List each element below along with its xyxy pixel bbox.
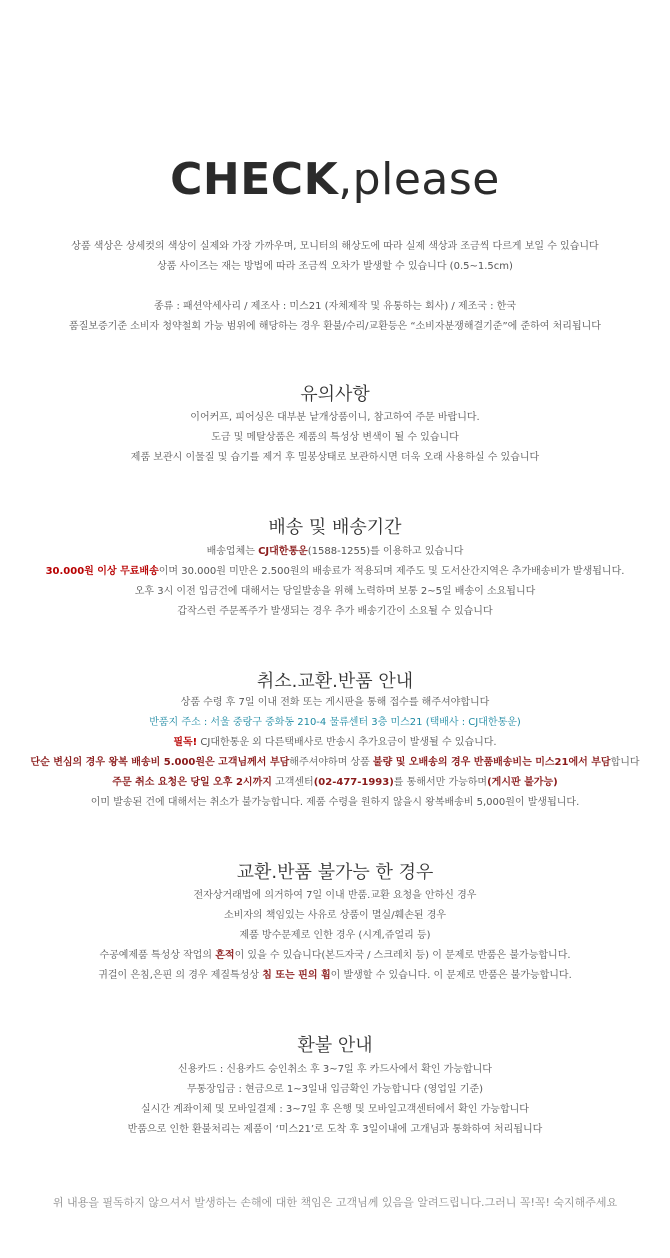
earring-text-end: 이 발생할 수 있습니다. 이 문제로 반품은 불가능합니다.: [330, 970, 572, 981]
caution-heading: 유의사항: [300, 384, 370, 405]
handmade-text: 수공예제품 특성상 작업의: [99, 950, 216, 961]
company-fee-note: 불량 및 오배송의 경우 반품배송비는 미스21에서 부담: [372, 757, 611, 768]
intro-product-info: 종류 : 패션악세사리 / 제조사 : 미스21 (자체제작 및 유통하는 회사) / 제조국 : 한국: [153, 301, 516, 312]
shipping-heading: 배송 및 배송기간: [268, 517, 402, 538]
noreturn-line: 전자상거래법에 의거하여 7일 이내 반품.교환 요청을 안하신 경우: [193, 890, 477, 901]
refund-line: 반품으로 인한 환불처리는 제품이 ‘미스21’로 도착 후 3일이내에 고개님과 통화하여 처리됩니다: [127, 1124, 543, 1135]
handmade-text-end: 이 있을 수 있습니다(본드자국 / 스크레치 등) 이 문제로 반품은 불가능합니다.: [234, 950, 571, 961]
customer-fee-note: 단순 변심의 경우 왕복 배송비 5.000원은 고객님께서 부담: [30, 757, 290, 768]
title-light: ,please: [338, 154, 500, 205]
returns-fee-line: [0, 756, 670, 770]
must-read-label: 필독!: [173, 737, 198, 748]
refund-heading: 환불 안내: [297, 1035, 373, 1056]
returns-address-line: 반품지 주소 : 서울 중랑구 중화동 210-4 물류센터 3층 미스21 (택배사 : CJ대한통운): [149, 717, 521, 728]
refund-line: 신용카드 : 신용카드 승인취소 후 3~7일 후 카드사에서 확인 가능합니다: [178, 1064, 492, 1075]
noreturn-handmade-line: [0, 949, 670, 963]
noreturn-line: 제품 방수문제로 인한 경우 (시계,쥬얼리 등): [239, 930, 431, 941]
refund-line: 무통장입금 : 현금으로 1~3일내 입금확인 가능합니다 (영업일 기준): [186, 1084, 484, 1095]
shipping-delay-line: 갑작스런 주문폭주가 발생되는 경우 추가 배송기간이 소요될 수 있습니다: [177, 606, 493, 617]
intro-color-note: 상품 색상은 상세컷의 색상이 실제와 가장 가까우며, 모니터의 해상도에 따라 실제 색상과 조금씩 다르게 보일 수 있습니다: [71, 241, 599, 252]
shipping-carrier-phone: (1588-1255)를 이용하고 있습니다: [307, 546, 464, 557]
shipping-carrier-text: 배송업체는: [206, 546, 259, 557]
returns-deadline-line: 상품 수령 후 7일 이내 전화 또는 게시판을 통해 접수를 해주셔야합니다: [180, 697, 490, 708]
earring-text: 귀걸이 은침,은핀 의 경우 제질특성상: [98, 970, 263, 981]
shipping-carrier-line: [0, 545, 670, 559]
cancel-deadline-note: 주문 취소 요청은 당일 오후 2시까지: [112, 777, 272, 788]
pin-bend-note: 침 또는 핀의 휨: [262, 970, 331, 981]
free-shipping-note: 30.000원 이상 무료배송: [45, 566, 159, 577]
footer-notice: 위 내용을 필독하지 않으셔서 발생하는 손해에 대한 책임은 고객님께 있음을 알려드립니다.그러니 꼭!꼭! 숙지해주세요: [52, 1196, 618, 1209]
returns-carrier-warning: [0, 736, 670, 750]
shipping-fee-text: 이며 30.000원 미만은 2.500원의 배송료가 적용되며 제주도 및 도서산간지역은 추가배송비가 발생됩니다.: [158, 566, 625, 577]
customer-center-label: 고객센터: [271, 777, 314, 788]
returns-fee-end: 합니다: [610, 757, 640, 768]
intro-size-note: 상품 사이즈는 재는 방법에 따라 조금씩 오차가 발생할 수 있습니다 (0.5~1.5cm): [157, 261, 513, 272]
cancel-request-line: [0, 776, 670, 790]
handmade-trace-note: 흔적: [215, 950, 235, 961]
customer-center-phone: (02-477-1993): [313, 777, 394, 788]
shipping-fee-line: [0, 565, 670, 579]
title-bold: CHECK: [170, 154, 339, 205]
caution-line: 제품 보관시 이물질 및 습기를 제거 후 밀봉상태로 보관하시면 더욱 오래 사용하실 수 있습니다: [130, 452, 540, 463]
noreturn-heading: 교환.반품 불가능 한 경우: [236, 862, 434, 883]
noreturn-earring-line: [0, 969, 670, 983]
caution-line: 도금 및 메탈상품은 제품의 특성상 변색이 될 수 있습니다: [211, 432, 459, 443]
shipping-time-line: 오후 3시 이전 입금건에 대해서는 당일발송을 위해 노력하며 보통 2~5일 배송이 소요됩니다: [134, 586, 536, 597]
intro-quality-note: 품질보증기준 소비자 청약철회 가능 범위에 해당하는 경우 환불/수리/교환등은 “소비자분쟁해결기준”에 준하여 처리됩니다: [69, 321, 601, 332]
returns-heading: 취소.교환.반품 안내: [256, 671, 414, 692]
shipping-carrier-name: CJ대한통운: [258, 546, 308, 557]
returns-fee-text: 해주셔야하며 상품: [289, 757, 373, 768]
carrier-warning-text: CJ대한통운 외 다른택배사로 반송시 추가요금이 발생될 수 있습니다.: [197, 737, 497, 748]
caution-line: 이어커프, 피어싱은 대부분 낱개상품이니, 참고하여 주문 바랍니다.: [190, 412, 480, 423]
noreturn-line: 소비자의 책임있는 사유로 상품이 멸실/훼손된 경우: [223, 910, 447, 921]
board-unavailable-note: (게시판 불가능): [487, 777, 558, 788]
cancel-request-text: 를 통해서만 가능하며: [393, 777, 488, 788]
shipped-cancel-line: 이미 발송된 건에 대해서는 취소가 불가능합니다. 제품 수령을 원하지 않을시 왕복배송비 5,000원이 발생됩니다.: [90, 797, 580, 808]
refund-line: 실시간 계좌이체 및 모바일결제 : 3~7일 후 은행 및 모바일고객센터에서 확인 가능합니다: [141, 1104, 529, 1115]
page-title: [0, 150, 670, 210]
